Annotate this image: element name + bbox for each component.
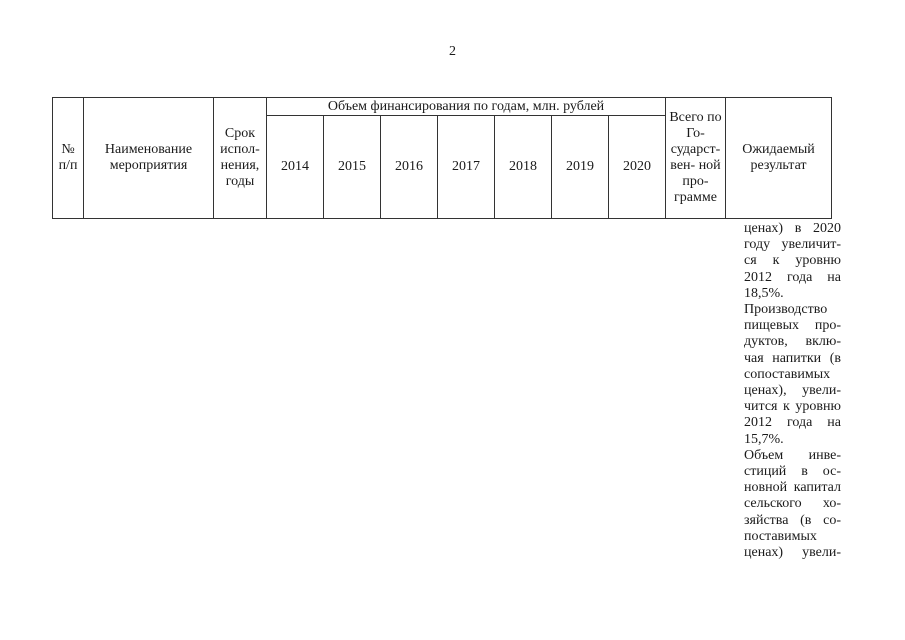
result-line: ценах) в 2020 <box>744 221 841 236</box>
result-line: Объем инве- <box>744 447 841 463</box>
result-line: дуктов, вклю- <box>744 334 841 350</box>
result-line: 18,5%. <box>744 285 784 301</box>
result-line: 2012 года на <box>744 415 841 431</box>
header-year: 2015 <box>324 116 381 219</box>
header-year: 2018 <box>495 116 552 219</box>
expected-result-text <box>744 221 841 561</box>
header-result: Ожидаемый результат <box>726 98 832 219</box>
header-year: 2016 <box>381 116 438 219</box>
header-total: Всего по Го- сударст- вен- ной про- грамме <box>666 98 726 219</box>
result-line: чая напитки (в <box>744 350 841 366</box>
header-funding: Объем финансирования по годам, млн. рублей <box>267 98 666 116</box>
result-line: 15,7%. <box>744 431 784 447</box>
result-line: ценах) увели- <box>744 545 841 561</box>
result-line: сопоставимых <box>744 366 831 382</box>
header-num: № п/п <box>53 98 84 219</box>
result-line: ценах), увели- <box>744 383 841 399</box>
result-line: чится к уровню <box>744 399 841 415</box>
page-number: 2 <box>449 44 456 59</box>
result-line: Производство <box>744 302 828 318</box>
header-year: 2014 <box>267 116 324 219</box>
result-line: году увеличит- <box>744 237 841 253</box>
header-name: Наименование мероприятия <box>84 98 214 219</box>
result-line: новной капитал <box>744 480 841 496</box>
header-year: 2020 <box>609 116 666 219</box>
result-line: сельского хо- <box>744 496 841 512</box>
header-year: 2017 <box>438 116 495 219</box>
result-line: поставимых <box>744 528 817 544</box>
result-line: стиций в ос- <box>744 464 841 480</box>
header-year: 2019 <box>552 116 609 219</box>
header-term: Срок испол- нения, годы <box>214 98 267 219</box>
result-line: 2012 года на <box>744 269 841 285</box>
result-line: зяйства (в со- <box>744 512 841 528</box>
result-line: ся к уровню <box>744 253 841 269</box>
funding-table <box>52 97 832 219</box>
result-line: пищевых про- <box>744 318 841 334</box>
